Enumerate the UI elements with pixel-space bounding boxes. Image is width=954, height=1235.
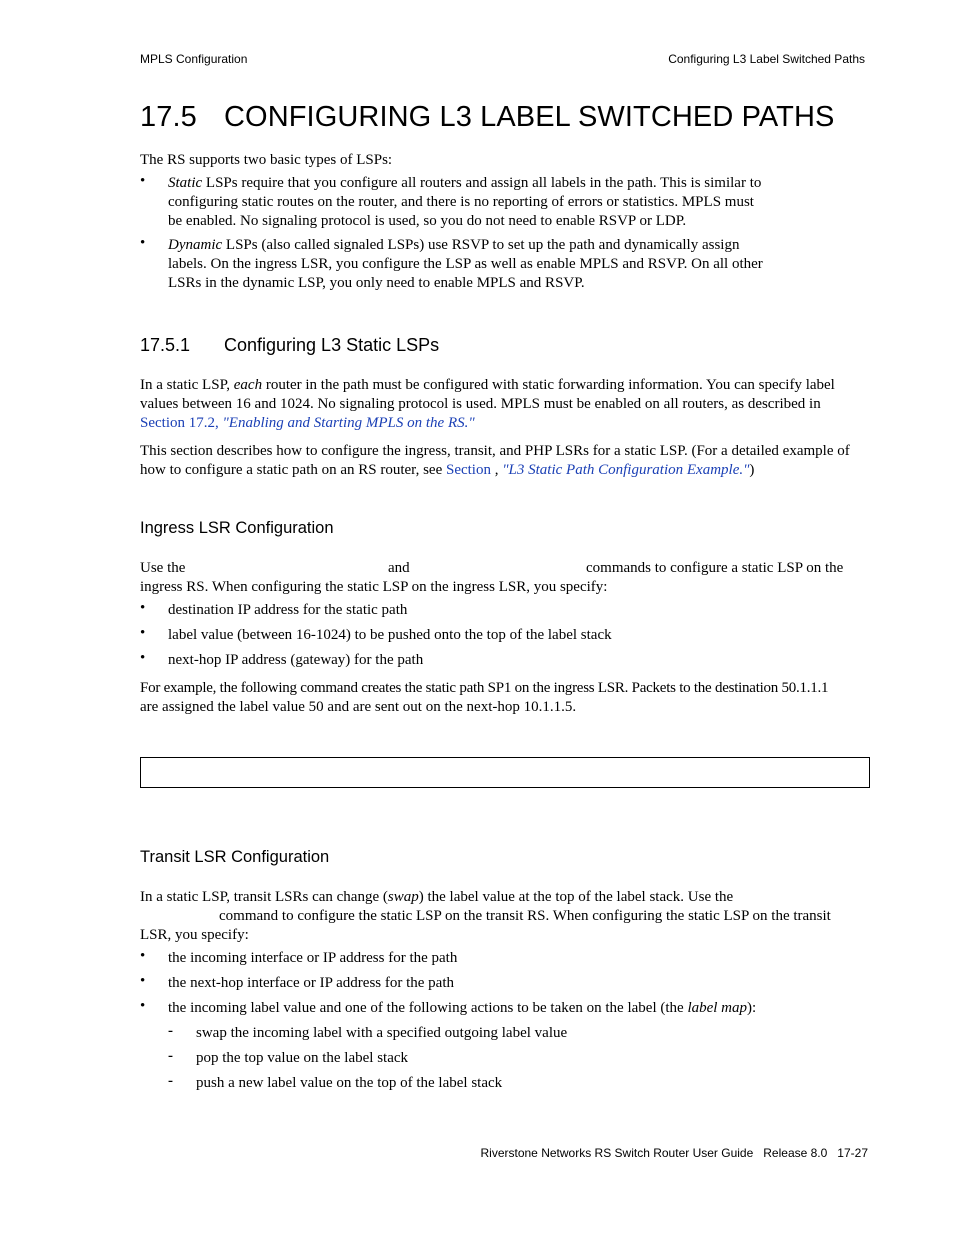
section-title: CONFIGURING L3 LABEL SWITCHED PATHS: [224, 101, 835, 133]
running-header-left: MPLS Configuration: [140, 52, 248, 66]
static-lsp-line-2: configuring static routes on the router, and there is no reporting of errors or statistics. MPLS must: [168, 194, 754, 210]
bullet-symbol: •: [140, 625, 146, 641]
subsection-heading: [140, 335, 439, 356]
label-action-item: pop the top value on the label stack: [196, 1050, 409, 1066]
ingress-bullet-item: destination IP address for the static path: [168, 602, 408, 618]
ingress-and: and: [388, 560, 410, 576]
p1-line-2: values between 16 and 1024. No signaling protocol is used. MPLS must be enabled on all routers, as described in: [140, 396, 821, 412]
bullet-symbol: •: [140, 998, 146, 1014]
dynamic-lsp-line-1: Dynamic LSPs (also called signaled LSPs) use RSVP to set up the path and dynamically assign: [168, 237, 740, 253]
bullet-symbol: •: [140, 650, 146, 666]
section-link[interactable]: Section: [445, 462, 491, 478]
ingress-use-the: Use the: [140, 560, 186, 576]
bullet-symbol: •: [140, 235, 146, 251]
subsection-number: 17.5.1: [140, 335, 191, 355]
p2-line-2: how to configure a static path on an RS router, see Section , "L3 Static Path Configuration Example."): [140, 462, 755, 478]
running-header-right: Configuring L3 Label Switched Paths: [668, 52, 865, 66]
p2-line-1: This section describes how to configure the ingress, transit, and PHP LSRs for a static LSP. (For a detailed example of: [140, 443, 850, 459]
term-static: Static: [168, 175, 203, 191]
static-lsp-line-1: Static LSPs require that you configure all routers and assign all labels in the path. This is similar to: [168, 175, 762, 191]
transit-line-1: In a static LSP, transit LSRs can change (swap) the label value at the top of the label stack. Use the: [140, 889, 734, 905]
command-example-box: [140, 757, 870, 788]
label-action-item: swap the incoming label with a specified outgoing label value: [196, 1025, 568, 1041]
ingress-commands-text: commands to configure a static LSP on the: [586, 560, 844, 576]
transit-bullet-item: the incoming label value and one of the following actions to be taken on the label (the label map):: [168, 1000, 757, 1016]
ingress-example-line-2: are assigned the label value 50 and are sent out on the next-hop 10.1.1.5.: [140, 699, 577, 715]
page-footer: Riverstone Networks RS Switch Router User Guide Release 8.0 17-27: [480, 1146, 868, 1160]
dynamic-lsp-line-3: LSRs in the dynamic LSP, you only need to enable MPLS and RSVP.: [168, 275, 585, 291]
intro-lead: The RS supports two basic types of LSPs:: [140, 152, 393, 168]
dash-symbol: -: [168, 1048, 173, 1064]
dash-symbol: -: [168, 1023, 173, 1039]
section-number: 17.5: [140, 101, 197, 133]
transit-line-3: LSR, you specify:: [140, 927, 249, 943]
ingress-bullet-item: label value (between 16-1024) to be pushed onto the top of the label stack: [168, 627, 612, 643]
transit-heading: Transit LSR Configuration: [140, 848, 330, 866]
subsection-title: Configuring L3 Static LSPs: [224, 335, 440, 355]
dash-symbol: -: [168, 1073, 173, 1089]
bullet-symbol: •: [140, 173, 146, 189]
ingress-line-2: ingress RS. When configuring the static LSP on the ingress LSR, you specify:: [140, 579, 608, 595]
term-dynamic: Dynamic: [168, 237, 223, 253]
p1-line-1: In a static LSP, each router in the path must be configured with static forwarding information. You can specify label: [140, 377, 835, 393]
ingress-example-line-1: For example, the following command creates the static path SP1 on the ingress LSR. Packets to the destination 50.1.1.1: [140, 680, 829, 696]
ingress-bullet-item: next-hop IP address (gateway) for the path: [168, 652, 424, 668]
bullet-symbol: •: [140, 600, 146, 616]
static-lsp-line-3: be enabled. No signaling protocol is used, so you do not need to enable RSVP or LDP.: [168, 213, 687, 229]
label-action-item: push a new label value on the top of the label stack: [196, 1075, 503, 1091]
l3-static-example-link[interactable]: "L3 Static Path Configuration Example.": [502, 462, 750, 478]
p1-line-3: [140, 414, 475, 433]
enabling-mpls-link[interactable]: "Enabling and Starting MPLS on the RS.": [222, 415, 475, 431]
transit-line-2: command to configure the static LSP on the transit RS. When configuring the static LSP on the transit: [219, 908, 831, 924]
transit-bullet-item: the incoming interface or IP address for the path: [168, 950, 458, 966]
section-heading: [140, 101, 834, 134]
dynamic-lsp-line-2: labels. On the ingress LSR, you configure the LSP as well as enable MPLS and RSVP. On all other: [168, 256, 763, 272]
transit-bullet-item: the next-hop interface or IP address for the path: [168, 975, 455, 991]
ingress-heading: Ingress LSR Configuration: [140, 519, 334, 537]
section-17-2-link[interactable]: Section 17.2,: [140, 415, 223, 431]
bullet-symbol: •: [140, 948, 146, 964]
bullet-symbol: •: [140, 973, 146, 989]
